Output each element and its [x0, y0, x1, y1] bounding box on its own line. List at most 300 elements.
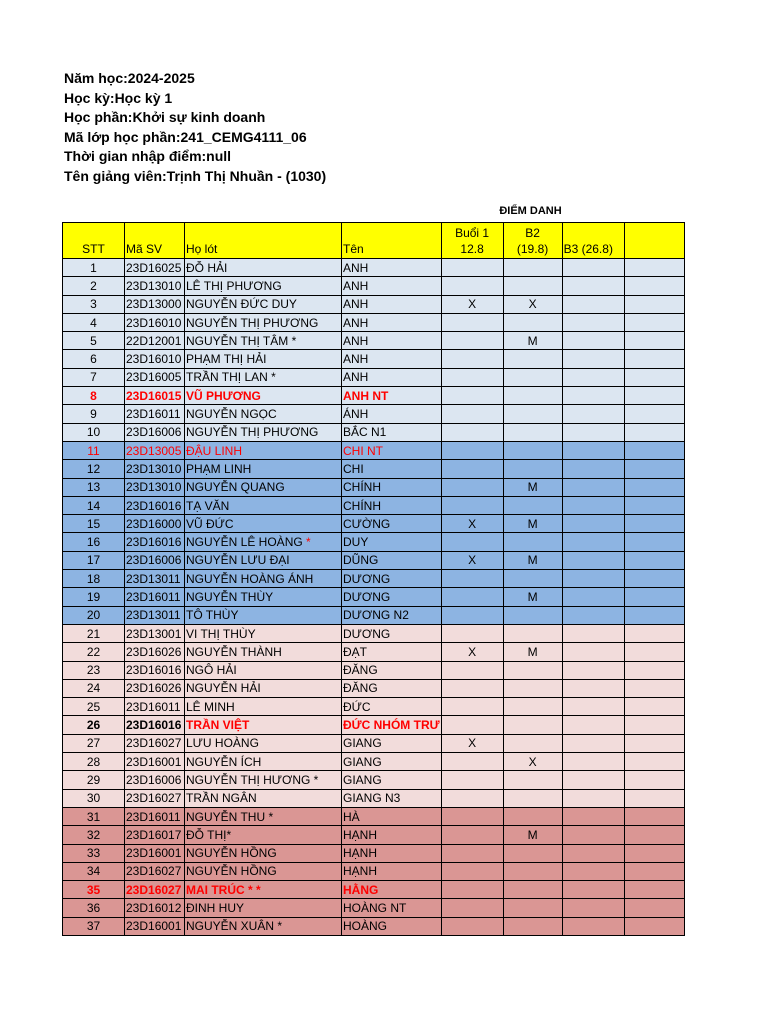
first-name[interactable] [342, 515, 442, 533]
session-1-mark[interactable] [441, 423, 503, 441]
session-3-mark[interactable] [562, 917, 624, 935]
student-id[interactable] [125, 807, 185, 825]
session-1-mark[interactable] [441, 588, 503, 606]
session-3-mark[interactable] [562, 862, 624, 880]
last-middle-name[interactable] [185, 734, 342, 752]
first-name[interactable] [342, 588, 442, 606]
extra-cell[interactable] [624, 277, 684, 295]
extra-cell[interactable] [624, 295, 684, 313]
session-3-mark[interactable] [562, 295, 624, 313]
col-header-stt[interactable]: STT [63, 223, 125, 259]
extra-cell[interactable] [624, 423, 684, 441]
student-id[interactable] [125, 917, 185, 935]
session-2-mark[interactable] [503, 368, 562, 386]
first-name[interactable] [342, 533, 442, 551]
student-id[interactable] [125, 460, 185, 478]
extra-cell[interactable] [624, 405, 684, 423]
session-1-mark[interactable] [441, 771, 503, 789]
first-name[interactable] [342, 844, 442, 862]
last-middle-name[interactable] [185, 844, 342, 862]
session-1-mark[interactable] [441, 277, 503, 295]
extra-cell[interactable] [624, 771, 684, 789]
session-3-mark[interactable] [562, 441, 624, 459]
last-middle-name[interactable] [185, 881, 342, 899]
session-2-mark[interactable] [503, 277, 562, 295]
extra-cell[interactable] [624, 259, 684, 277]
session-1-mark[interactable] [441, 643, 503, 661]
col-header-session-2[interactable] [503, 223, 562, 259]
row-number[interactable] [63, 515, 125, 533]
session-3-mark[interactable] [562, 807, 624, 825]
last-middle-name[interactable] [185, 826, 342, 844]
session-2-mark[interactable] [503, 661, 562, 679]
first-name[interactable] [342, 734, 442, 752]
row-number[interactable] [63, 771, 125, 789]
session-1-mark[interactable] [441, 313, 503, 331]
student-id[interactable] [125, 789, 185, 807]
first-name[interactable] [342, 350, 442, 368]
first-name[interactable] [342, 716, 442, 734]
first-name[interactable] [342, 259, 442, 277]
student-id[interactable] [125, 862, 185, 880]
student-id[interactable] [125, 533, 185, 551]
first-name[interactable] [342, 643, 442, 661]
student-id[interactable] [125, 826, 185, 844]
session-3-mark[interactable] [562, 368, 624, 386]
row-number[interactable] [63, 368, 125, 386]
session-1-mark[interactable] [441, 259, 503, 277]
first-name[interactable] [342, 679, 442, 697]
row-number[interactable] [63, 643, 125, 661]
row-number[interactable] [63, 698, 125, 716]
first-name[interactable] [342, 789, 442, 807]
session-1-mark[interactable] [441, 441, 503, 459]
last-middle-name[interactable] [185, 515, 342, 533]
session-1-mark[interactable] [441, 881, 503, 899]
row-number[interactable] [63, 460, 125, 478]
row-number[interactable] [63, 533, 125, 551]
session-3-mark[interactable] [562, 771, 624, 789]
first-name[interactable] [342, 698, 442, 716]
session-2-mark[interactable] [503, 570, 562, 588]
row-number[interactable] [63, 862, 125, 880]
first-name[interactable] [342, 423, 442, 441]
session-1-mark[interactable] [441, 533, 503, 551]
last-middle-name[interactable] [185, 679, 342, 697]
last-middle-name[interactable] [185, 698, 342, 716]
first-name[interactable] [342, 332, 442, 350]
extra-cell[interactable] [624, 441, 684, 459]
student-id[interactable] [125, 698, 185, 716]
session-1-mark[interactable] [441, 478, 503, 496]
student-id[interactable] [125, 423, 185, 441]
student-id[interactable] [125, 496, 185, 514]
extra-cell[interactable] [624, 588, 684, 606]
student-id[interactable] [125, 716, 185, 734]
extra-cell[interactable] [624, 350, 684, 368]
session-1-mark[interactable] [441, 606, 503, 624]
session-3-mark[interactable] [562, 588, 624, 606]
extra-cell[interactable] [624, 496, 684, 514]
row-number[interactable] [63, 606, 125, 624]
col-header-student-id[interactable]: Mã SV [125, 223, 185, 259]
first-name[interactable] [342, 496, 442, 514]
last-middle-name[interactable] [185, 606, 342, 624]
session-2-mark[interactable] [503, 332, 562, 350]
row-number[interactable] [63, 881, 125, 899]
row-number[interactable] [63, 807, 125, 825]
session-1-mark[interactable] [441, 405, 503, 423]
session-1-mark[interactable] [441, 570, 503, 588]
last-middle-name[interactable] [185, 899, 342, 917]
last-middle-name[interactable] [185, 588, 342, 606]
last-middle-name[interactable] [185, 716, 342, 734]
session-3-mark[interactable] [562, 332, 624, 350]
session-2-mark[interactable] [503, 295, 562, 313]
student-id[interactable] [125, 570, 185, 588]
extra-cell[interactable] [624, 698, 684, 716]
session-2-mark[interactable] [503, 405, 562, 423]
first-name[interactable] [342, 771, 442, 789]
first-name[interactable] [342, 387, 442, 405]
session-3-mark[interactable] [562, 423, 624, 441]
session-3-mark[interactable] [562, 899, 624, 917]
extra-cell[interactable] [624, 661, 684, 679]
row-number[interactable] [63, 496, 125, 514]
session-3-mark[interactable] [562, 570, 624, 588]
session-3-mark[interactable] [562, 826, 624, 844]
extra-cell[interactable] [624, 460, 684, 478]
row-number[interactable] [63, 551, 125, 569]
session-2-mark[interactable] [503, 862, 562, 880]
session-3-mark[interactable] [562, 551, 624, 569]
session-3-mark[interactable] [562, 789, 624, 807]
student-id[interactable] [125, 515, 185, 533]
session-3-mark[interactable] [562, 460, 624, 478]
first-name[interactable] [342, 295, 442, 313]
row-number[interactable] [63, 716, 125, 734]
student-id[interactable] [125, 350, 185, 368]
session-3-mark[interactable] [562, 606, 624, 624]
last-middle-name[interactable] [185, 350, 342, 368]
extra-cell[interactable] [624, 807, 684, 825]
session-3-mark[interactable] [562, 277, 624, 295]
session-1-mark[interactable] [441, 826, 503, 844]
session-3-mark[interactable] [562, 698, 624, 716]
extra-cell[interactable] [624, 899, 684, 917]
session-2-mark[interactable] [503, 588, 562, 606]
session-2-mark[interactable] [503, 826, 562, 844]
session-2-mark[interactable] [503, 844, 562, 862]
extra-cell[interactable] [624, 551, 684, 569]
last-middle-name[interactable] [185, 533, 342, 551]
col-header-last-middle-name[interactable]: Họ lót [185, 223, 342, 259]
row-number[interactable] [63, 826, 125, 844]
row-number[interactable] [63, 441, 125, 459]
session-2-mark[interactable] [503, 643, 562, 661]
extra-cell[interactable] [624, 387, 684, 405]
session-2-mark[interactable] [503, 460, 562, 478]
first-name[interactable] [342, 606, 442, 624]
session-2-mark[interactable] [503, 259, 562, 277]
row-number[interactable] [63, 295, 125, 313]
extra-cell[interactable] [624, 533, 684, 551]
session-1-mark[interactable] [441, 698, 503, 716]
session-1-mark[interactable] [441, 716, 503, 734]
first-name[interactable] [342, 570, 442, 588]
row-number[interactable] [63, 387, 125, 405]
row-number[interactable] [63, 313, 125, 331]
session-3-mark[interactable] [562, 515, 624, 533]
student-id[interactable] [125, 753, 185, 771]
session-2-mark[interactable] [503, 753, 562, 771]
student-id[interactable] [125, 313, 185, 331]
session-3-mark[interactable] [562, 716, 624, 734]
session-3-mark[interactable] [562, 753, 624, 771]
row-number[interactable] [63, 734, 125, 752]
row-number[interactable] [63, 789, 125, 807]
last-middle-name[interactable] [185, 259, 342, 277]
first-name[interactable] [342, 862, 442, 880]
session-2-mark[interactable] [503, 716, 562, 734]
last-middle-name[interactable] [185, 643, 342, 661]
extra-cell[interactable] [624, 368, 684, 386]
row-number[interactable] [63, 423, 125, 441]
last-middle-name[interactable] [185, 460, 342, 478]
first-name[interactable] [342, 624, 442, 642]
extra-cell[interactable] [624, 332, 684, 350]
session-2-mark[interactable] [503, 771, 562, 789]
extra-cell[interactable] [624, 478, 684, 496]
row-number[interactable] [63, 259, 125, 277]
session-1-mark[interactable] [441, 753, 503, 771]
student-id[interactable] [125, 551, 185, 569]
session-2-mark[interactable] [503, 899, 562, 917]
extra-cell[interactable] [624, 624, 684, 642]
col-header-extra[interactable] [624, 223, 684, 259]
session-1-mark[interactable] [441, 899, 503, 917]
last-middle-name[interactable] [185, 478, 342, 496]
first-name[interactable] [342, 313, 442, 331]
session-3-mark[interactable] [562, 734, 624, 752]
first-name[interactable] [342, 478, 442, 496]
last-middle-name[interactable] [185, 441, 342, 459]
student-id[interactable] [125, 259, 185, 277]
session-1-mark[interactable] [441, 807, 503, 825]
student-id[interactable] [125, 624, 185, 642]
extra-cell[interactable] [624, 313, 684, 331]
last-middle-name[interactable] [185, 917, 342, 935]
student-id[interactable] [125, 277, 185, 295]
extra-cell[interactable] [624, 716, 684, 734]
col-header-first-name[interactable]: Tên [342, 223, 442, 259]
session-3-mark[interactable] [562, 643, 624, 661]
session-1-mark[interactable] [441, 661, 503, 679]
extra-cell[interactable] [624, 917, 684, 935]
session-3-mark[interactable] [562, 259, 624, 277]
student-id[interactable] [125, 844, 185, 862]
student-id[interactable] [125, 478, 185, 496]
row-number[interactable] [63, 753, 125, 771]
first-name[interactable] [342, 917, 442, 935]
session-1-mark[interactable] [441, 496, 503, 514]
session-3-mark[interactable] [562, 313, 624, 331]
last-middle-name[interactable] [185, 405, 342, 423]
extra-cell[interactable] [624, 679, 684, 697]
session-3-mark[interactable] [562, 624, 624, 642]
student-id[interactable] [125, 661, 185, 679]
row-number[interactable] [63, 588, 125, 606]
last-middle-name[interactable] [185, 277, 342, 295]
extra-cell[interactable] [624, 862, 684, 880]
extra-cell[interactable] [624, 570, 684, 588]
session-2-mark[interactable] [503, 441, 562, 459]
last-middle-name[interactable] [185, 551, 342, 569]
session-2-mark[interactable] [503, 515, 562, 533]
session-1-mark[interactable] [441, 515, 503, 533]
student-id[interactable] [125, 643, 185, 661]
session-3-mark[interactable] [562, 350, 624, 368]
last-middle-name[interactable] [185, 624, 342, 642]
session-1-mark[interactable] [441, 917, 503, 935]
session-1-mark[interactable] [441, 295, 503, 313]
first-name[interactable] [342, 753, 442, 771]
last-middle-name[interactable] [185, 332, 342, 350]
first-name[interactable] [342, 881, 442, 899]
row-number[interactable] [63, 844, 125, 862]
session-1-mark[interactable] [441, 734, 503, 752]
session-2-mark[interactable] [503, 387, 562, 405]
session-2-mark[interactable] [503, 551, 562, 569]
session-1-mark[interactable] [441, 679, 503, 697]
row-number[interactable] [63, 661, 125, 679]
col-header-session-1[interactable] [441, 223, 503, 259]
row-number[interactable] [63, 679, 125, 697]
session-2-mark[interactable] [503, 313, 562, 331]
student-id[interactable] [125, 441, 185, 459]
last-middle-name[interactable] [185, 295, 342, 313]
row-number[interactable] [63, 332, 125, 350]
student-id[interactable] [125, 771, 185, 789]
session-3-mark[interactable] [562, 844, 624, 862]
session-3-mark[interactable] [562, 387, 624, 405]
first-name[interactable] [342, 899, 442, 917]
session-2-mark[interactable] [503, 496, 562, 514]
session-3-mark[interactable] [562, 679, 624, 697]
row-number[interactable] [63, 570, 125, 588]
session-2-mark[interactable] [503, 478, 562, 496]
session-1-mark[interactable] [441, 789, 503, 807]
session-1-mark[interactable] [441, 332, 503, 350]
first-name[interactable] [342, 405, 442, 423]
last-middle-name[interactable] [185, 570, 342, 588]
session-2-mark[interactable] [503, 606, 562, 624]
session-1-mark[interactable] [441, 862, 503, 880]
last-middle-name[interactable] [185, 423, 342, 441]
row-number[interactable] [63, 405, 125, 423]
student-id[interactable] [125, 295, 185, 313]
last-middle-name[interactable] [185, 496, 342, 514]
col-header-session-3[interactable]: B3 (26.8) [562, 223, 624, 259]
session-3-mark[interactable] [562, 496, 624, 514]
session-2-mark[interactable] [503, 807, 562, 825]
row-number[interactable] [63, 899, 125, 917]
row-number[interactable] [63, 478, 125, 496]
session-3-mark[interactable] [562, 478, 624, 496]
first-name[interactable] [342, 277, 442, 295]
session-2-mark[interactable] [503, 423, 562, 441]
extra-cell[interactable] [624, 734, 684, 752]
extra-cell[interactable] [624, 515, 684, 533]
first-name[interactable] [342, 807, 442, 825]
session-2-mark[interactable] [503, 698, 562, 716]
session-2-mark[interactable] [503, 881, 562, 899]
student-id[interactable] [125, 387, 185, 405]
session-1-mark[interactable] [441, 551, 503, 569]
session-2-mark[interactable] [503, 734, 562, 752]
last-middle-name[interactable] [185, 862, 342, 880]
session-3-mark[interactable] [562, 661, 624, 679]
first-name[interactable] [342, 826, 442, 844]
session-2-mark[interactable] [503, 533, 562, 551]
student-id[interactable] [125, 332, 185, 350]
last-middle-name[interactable] [185, 771, 342, 789]
last-middle-name[interactable] [185, 313, 342, 331]
session-1-mark[interactable] [441, 844, 503, 862]
session-2-mark[interactable] [503, 624, 562, 642]
student-id[interactable] [125, 679, 185, 697]
extra-cell[interactable] [624, 789, 684, 807]
first-name[interactable] [342, 441, 442, 459]
session-3-mark[interactable] [562, 881, 624, 899]
last-middle-name[interactable] [185, 753, 342, 771]
first-name[interactable] [342, 551, 442, 569]
extra-cell[interactable] [624, 881, 684, 899]
session-2-mark[interactable] [503, 917, 562, 935]
student-id[interactable] [125, 881, 185, 899]
extra-cell[interactable] [624, 753, 684, 771]
extra-cell[interactable] [624, 606, 684, 624]
last-middle-name[interactable] [185, 661, 342, 679]
last-middle-name[interactable] [185, 368, 342, 386]
session-1-mark[interactable] [441, 460, 503, 478]
session-2-mark[interactable] [503, 789, 562, 807]
last-middle-name[interactable] [185, 789, 342, 807]
extra-cell[interactable] [624, 844, 684, 862]
first-name[interactable] [342, 368, 442, 386]
session-1-mark[interactable] [441, 368, 503, 386]
session-3-mark[interactable] [562, 533, 624, 551]
student-id[interactable] [125, 899, 185, 917]
student-id[interactable] [125, 405, 185, 423]
extra-cell[interactable] [624, 643, 684, 661]
session-2-mark[interactable] [503, 679, 562, 697]
first-name[interactable] [342, 661, 442, 679]
last-middle-name[interactable] [185, 387, 342, 405]
session-1-mark[interactable] [441, 350, 503, 368]
session-2-mark[interactable] [503, 350, 562, 368]
row-number[interactable] [63, 624, 125, 642]
row-number[interactable] [63, 350, 125, 368]
student-id[interactable] [125, 606, 185, 624]
student-id[interactable] [125, 734, 185, 752]
student-id[interactable] [125, 368, 185, 386]
extra-cell[interactable] [624, 826, 684, 844]
row-number[interactable] [63, 917, 125, 935]
session-1-mark[interactable] [441, 387, 503, 405]
student-id[interactable] [125, 588, 185, 606]
session-1-mark[interactable] [441, 624, 503, 642]
